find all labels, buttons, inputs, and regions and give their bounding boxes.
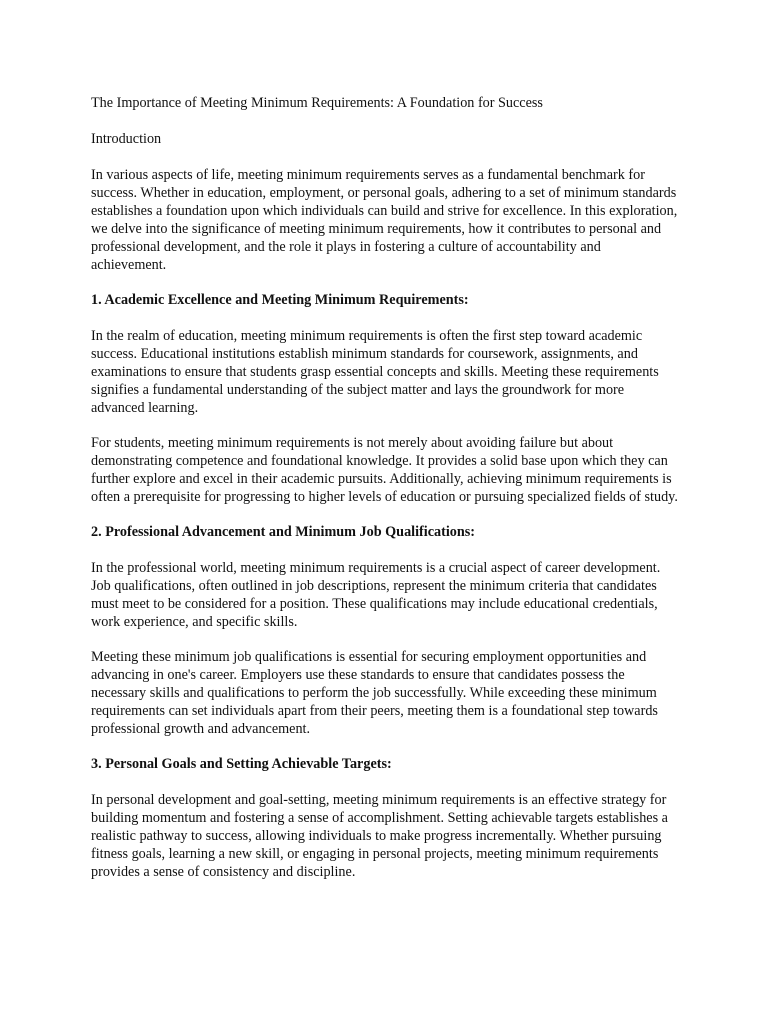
introduction-heading: Introduction xyxy=(91,131,162,147)
section-1-heading: 1. Academic Excellence and Meeting Minimum Requirements: xyxy=(91,292,469,308)
section-1-paragraph-2: For students, meeting minimum requirements is not merely about avoiding failure but about demonstrating competence and foundational knowledge. It provides a solid base upon which they can further explore and excel in their academic pursuits. Additionally, achieving minimum requirements is often a prerequisite for progressing to higher levels of education or pursuing specialized fields of study. xyxy=(91,435,678,505)
section-1-paragraph-1: In the realm of education, meeting minimum requirements is often the first step toward academic success. Educational institutions establish minimum standards for coursework, assignments, and examinations to ensure that students grasp essential concepts and skills. Meeting these requirements signifies a fundamental understanding of the subject matter and lays the groundwork for more advanced learning. xyxy=(91,328,659,416)
section-2-paragraph-2: Meeting these minimum job qualifications is essential for securing employment opportunities and advancing in one's career. Employers use these standards to ensure that candidates possess the necessary skills and qualifications to perform the job successfully. While exceeding these minimum requirements can set individuals apart from their peers, meeting them is a foundational step towards professional growth and advancement. xyxy=(91,649,658,737)
section-2-heading: 2. Professional Advancement and Minimum Job Qualifications: xyxy=(91,524,476,540)
section-3-heading: 3. Personal Goals and Setting Achievable Targets: xyxy=(91,756,392,772)
document-title: The Importance of Meeting Minimum Requirements: A Foundation for Success xyxy=(91,95,543,111)
section-3-paragraph-1: In personal development and goal-setting, meeting minimum requirements is an effective strategy for building momentum and fostering a sense of accomplishment. Setting achievable targets establishes a realistic pathway to success, allowing individuals to make progress incrementally. Whether pursuing fitness goals, learning a new skill, or engaging in personal projects, meeting minimum requirements provides a sense of consistency and discipline. xyxy=(91,792,668,880)
introduction-paragraph: In various aspects of life, meeting minimum requirements serves as a fundamental benchmark for success. Whether in education, employment, or personal goals, adhering to a set of minimum standards establishes a foundation upon which individuals can build and strive for excellence. In this exploration, we delve into the significance of meeting minimum requirements, how it contributes to personal and professional development, and the role it plays in fostering a culture of accountability and achievement. xyxy=(91,167,678,273)
section-2-paragraph-1: In the professional world, meeting minimum requirements is a crucial aspect of career development. Job qualifications, often outlined in job descriptions, represent the minimum criteria that candidates must meet to be considered for a position. These qualifications may include educational credentials, work experience, and specific skills. xyxy=(91,560,661,630)
